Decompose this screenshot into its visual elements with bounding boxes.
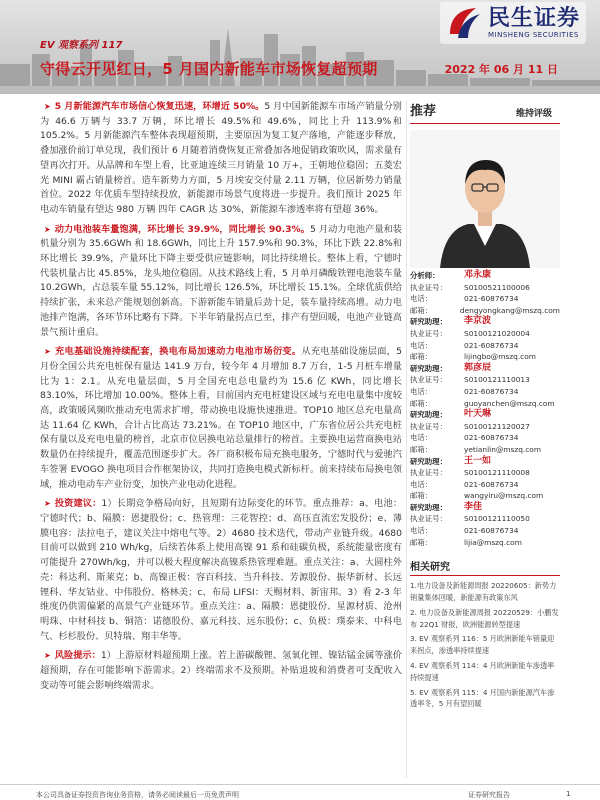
analyst-info-row — [410, 351, 560, 363]
analyst-role: 研究助理： — [410, 502, 447, 512]
arrow-bullet-icon: ➤ — [44, 347, 51, 357]
page-footer — [0, 784, 600, 799]
analyst-info-row — [410, 444, 560, 456]
related-research-item[interactable]: 5. EV 观察系列 115：4 月国内新能源汽车渗透率冬，5 月有望回暖 — [410, 687, 555, 709]
analyst-info-value: 021-60876734 — [464, 433, 519, 443]
analyst-header — [410, 409, 560, 421]
analyst-info-row — [410, 467, 560, 479]
analyst-role: 研究助理： — [410, 317, 447, 327]
footer-page-number: 1 — [566, 790, 571, 798]
analyst-header — [410, 456, 560, 468]
analyst-info-key: 电话： — [410, 294, 433, 304]
analyst-info-row — [410, 398, 560, 410]
analyst-info-key: 邮箱： — [410, 444, 433, 454]
analyst-info-row — [410, 328, 560, 340]
analyst-info-row — [410, 479, 560, 491]
analyst-info-value: 021-60876734 — [464, 294, 519, 304]
analyst-info-key: 电话： — [410, 386, 433, 396]
analyst-role: 研究助理： — [410, 363, 447, 373]
analyst-info-key: 执业证号： — [410, 328, 447, 338]
analyst-info-key: 邮箱： — [410, 305, 433, 315]
analyst-info-row — [410, 305, 560, 317]
analyst-info-row — [410, 432, 560, 444]
analyst-role: 研究助理： — [410, 410, 447, 420]
footer-report-type: 证券研究报告 — [468, 791, 510, 799]
analyst-info-value: S0100121110008 — [464, 468, 530, 478]
logo-emblem-icon — [446, 4, 484, 42]
analyst-info-value: 021-60876734 — [464, 386, 519, 396]
analyst-name: 叶天琳 — [464, 409, 492, 420]
analyst-info-value: 021-60876734 — [464, 340, 519, 350]
analyst-info-key: 电话： — [410, 340, 433, 350]
related-research-item[interactable]: 1.电力设备及新能源周报 20220605：新势力销量集体回暖，新能源有政策东风 — [410, 581, 557, 603]
series-label: EV 观察系列 117 — [40, 40, 123, 51]
analyst-info-value: wangyiru@mszq.com — [464, 491, 544, 501]
analyst-info-key: 执业证号： — [410, 468, 447, 478]
analyst-info-key: 执业证号： — [410, 282, 447, 292]
analyst-info-key: 执业证号： — [410, 514, 447, 524]
analyst-info-value: dengyongkang@mszq.com — [459, 305, 560, 315]
paragraph-charging: ➤ 充电基础设施持续配套，换电布局加速动力电池市场衍变。从充电基础设施层面，5 月份全国公共充电桩保有量达 141.9 万台，较今年 4 月增加 8.7 万台，1-5 月桩车增量比为 1：2.1。从充电量层面，5 月全国充电总电量约为 15.6 亿 KWh，同比增长 83.10%，环比增加 10.00%。整体上看，目前国内充电桩建设区域与充电电量集中度较高，政策暖风频吹推动充电需求扩增，带动换电设施快速推进。TOP10 地区总充电量高达 11.64 亿 KWh，合计占比高达 73.21%。在 TOP10 地区中，广东省位居公共充电桩保有量以及充电电量的榜首，北京市位居换电站总量排行的榜首。主要换电运营商换电站数量仍在持续提升，覆盖范围逐步扩大。各厂商积极布局充换电服务，宁德时代与爱驰汽车签署 EVOGO 换电项目合作框架协议，共同打造换电模式新标杆。前来持续布局换电领域，推动电动车产业衍变，加快产业电动化进程。 — [40, 346, 402, 490]
analyst-info-row — [410, 421, 560, 433]
analyst-info-key: 邮箱： — [410, 491, 433, 501]
analyst-portrait-image — [410, 130, 560, 268]
analyst-name: 李佳 — [464, 501, 483, 512]
analyst-info-value: yetianlin@mszq.com — [464, 444, 542, 454]
arrow-bullet-icon: ➤ — [44, 651, 51, 661]
analyst-info-row — [410, 490, 560, 502]
analyst-name: 李京波 — [464, 316, 492, 327]
analyst-info-row — [410, 340, 560, 352]
analyst-info-row — [410, 537, 560, 549]
analyst-info-key: 电话： — [410, 479, 433, 489]
related-research-title: 相关研究 — [410, 558, 560, 576]
analyst-info-value: 021-60876734 — [464, 526, 519, 536]
minsheng-logo — [440, 2, 586, 44]
arrow-bullet-icon: ➤ — [44, 102, 51, 111]
analyst-info-key: 电话： — [410, 526, 433, 536]
analyst-name: 邓永康 — [464, 270, 492, 280]
sidebar — [410, 100, 560, 713]
analyst-info-row — [410, 525, 560, 537]
rating-title: 推荐 — [410, 104, 437, 119]
paragraph-investment: ➤ 投资建议：1）长期竞争格局向好，且短期有边际变化的环节。重点推荐：a、电池：宁德时代；b、隔膜：恩捷股份；c、热管理：三花智控；d、高压直流宏发股份；e、薄膜电容：法拉电子，建议关注中熔电气等。2）4680 技术迭代，带动产业链升级。4680 目前可以做到 210 Wh/kg，后续若体系上使用高镍 91 系和硅碳负极，系统能量密度有可能提升 270Wh/kg，并可以极大程度解决高镍系热管理难题。重点关注：a、大圆柱外壳：科达利、斯莱克；b、高镍正极：容百科技、当升科技、芳源股份、振华新材、长远锂科、华友钴业、中伟股份、格林美；c、布局 LIFSI：天赐材料、新宙邦。3）看 2-3 年维度仍供需偏紧的高景气产业链环节。重点关注：a、隔膜：恩捷股份、星源材质、沧州明珠、中材科技 b、铜箔：诺德股份、嘉元科技、远东股份；c、负极：璞泰来、中科电气、杉杉股份、贝特瑞、翔丰华等。 — [40, 498, 403, 642]
related-research-item[interactable]: 4. EV 观察系列 114：4 月欧洲新能车渗透率持续提速 — [410, 661, 555, 682]
analyst-info-value: lijia@mszq.com — [464, 537, 522, 547]
analyst-info-value: guoyanchen@mszq.com — [464, 398, 555, 408]
analyst-info-value: S0100121020004 — [464, 328, 530, 338]
analyst-name: 王一如 — [464, 455, 492, 466]
analyst-info-key: 执业证号： — [410, 421, 447, 431]
report-body — [40, 100, 402, 698]
arrow-bullet-icon: ➤ — [44, 499, 51, 509]
analyst-info-row — [410, 282, 560, 294]
analyst-info-value: S0100121110050 — [464, 514, 530, 524]
analyst-info-value: lijingbo@mszq.com — [464, 352, 536, 362]
analyst-header — [410, 270, 560, 282]
related-research-item[interactable]: 2. 电力设备及新能源周报 20220529：小鹏发布 22Q1 财报，欧洲能源转型提速 — [410, 607, 559, 629]
analyst-info-value: S0100121110013 — [464, 375, 530, 385]
analyst-info-key: 执业证号： — [410, 375, 447, 385]
analyst-info-key: 邮箱： — [410, 537, 433, 547]
analyst-info-row — [410, 386, 560, 398]
paragraph-risk: ➤ 风险提示：1）上游原材料超预期上涨。若上游碳酸锂、氢氧化锂、镍钴锰金属等涨价超预期，存在可能影响下游需求。2）终端需求不及预期。补贴退坡和消费者可支配收入变动等可能会影响终端需求。 — [40, 650, 402, 691]
analyst-info-key: 邮箱： — [410, 352, 433, 362]
analyst-header — [410, 316, 560, 328]
analyst-info-row — [410, 374, 560, 386]
rating-value: 维持评级 — [515, 109, 552, 119]
header-banner — [0, 0, 600, 94]
analyst-name: 郭彦辰 — [464, 362, 492, 373]
related-research-item[interactable]: 3. EV 观察系列 116：5 月欧洲新能车销量迎来拐点，渗透率持续提速 — [410, 634, 555, 656]
related-research-list — [410, 580, 560, 710]
analyst-info-key: 电话： — [410, 433, 433, 443]
analyst-info-key: 邮箱： — [410, 398, 433, 408]
analyst-info-value: 021-60876734 — [464, 479, 519, 489]
column-divider — [406, 100, 407, 778]
footer-disclaimer: 本公司具备证券投资咨询业务资格，请务必阅读最后一页免责声明 — [36, 791, 239, 799]
analyst-header — [410, 363, 560, 375]
analyst-info-value: S0100121120027 — [464, 421, 530, 431]
analyst-photo — [410, 130, 560, 268]
paragraph-market: ➤ 5 月新能源汽车市场信心恢复迅速，环增近 50%。5 月中国新能源车市场产销量分别为 46.6 万辆与 33.7 万辆，环比增长 49.5%和 49.6%，同比上升 113.9%和 105.2%。5 月新能源汽车整体表现超预期，主要原因为复工复产落地，产能逐步释放，叠加涨价前订单兑现，我们预计 6 月随着消费恢复正常叠加各地促销政策吹风，需求量有望再次打开。从品牌和车型上看，比亚迪连续三月销量 10 万+，王朝地位稳固；五菱宏光 MINI 霸占销量榜首。造车新势力方面，5 月埃安交付量 2.11 万辆，位居新势力销量首位。2022 年优质车型持续投放，新能源市场景气度将进一步提升。我们预计 2025 年电动车销量有望达 980 万辆 四年 CAGR 达 30%，新能源车渗透率将有望超 36%。 — [40, 101, 402, 215]
arrow-bullet-icon: ➤ — [44, 224, 51, 234]
analyst-role: 研究助理： — [410, 456, 447, 466]
report-date: 2022 年 06 月 11 日 — [444, 63, 558, 76]
rating-header — [410, 100, 560, 124]
logo-text-en: MINSHENG SECURITIES — [487, 31, 579, 39]
report-title: 守得云开见红日，5 月国内新能车市场恢复超预期 — [40, 60, 378, 78]
analyst-info-row — [410, 293, 560, 305]
analyst-role: 分析师： — [410, 271, 440, 280]
analyst-list — [410, 270, 560, 548]
analyst-header — [410, 502, 560, 514]
logo-text-cn: 民生证券 — [487, 6, 580, 31]
analyst-info-row — [410, 513, 560, 525]
paragraph-battery: ➤ 动力电池装车量饱满，环比增长 39.9%，同比增长 90.3%。5 月动力电池产量和装机量分别为 35.6GWh 和 18.6GWh，同比上升 157.9%和 90.3%，环比下跌 22.8%和环比增长 39.9%，产量环比下降主要受供应链影响，同比持续增长。整体上看，宁德时代装机量占比 45.85%，龙头地位稳固。从技术路线上看，5 月单月磷酸铁锂电池装车量 10.2GWh，占总装车量 55.12%，同比增长 126.5%，环比增长 15.1%。全球优质供给持续扩张，未来总产能规划创新高。下游新能车销量后劲十足，装车量持续高增。动力电池排产饱满，各环节环比略有下降。下半年销量拐点已至，排产有望回暖，电池产业链高景气预计重启。 — [40, 223, 402, 338]
analyst-info-value: S0100521100006 — [464, 282, 530, 292]
